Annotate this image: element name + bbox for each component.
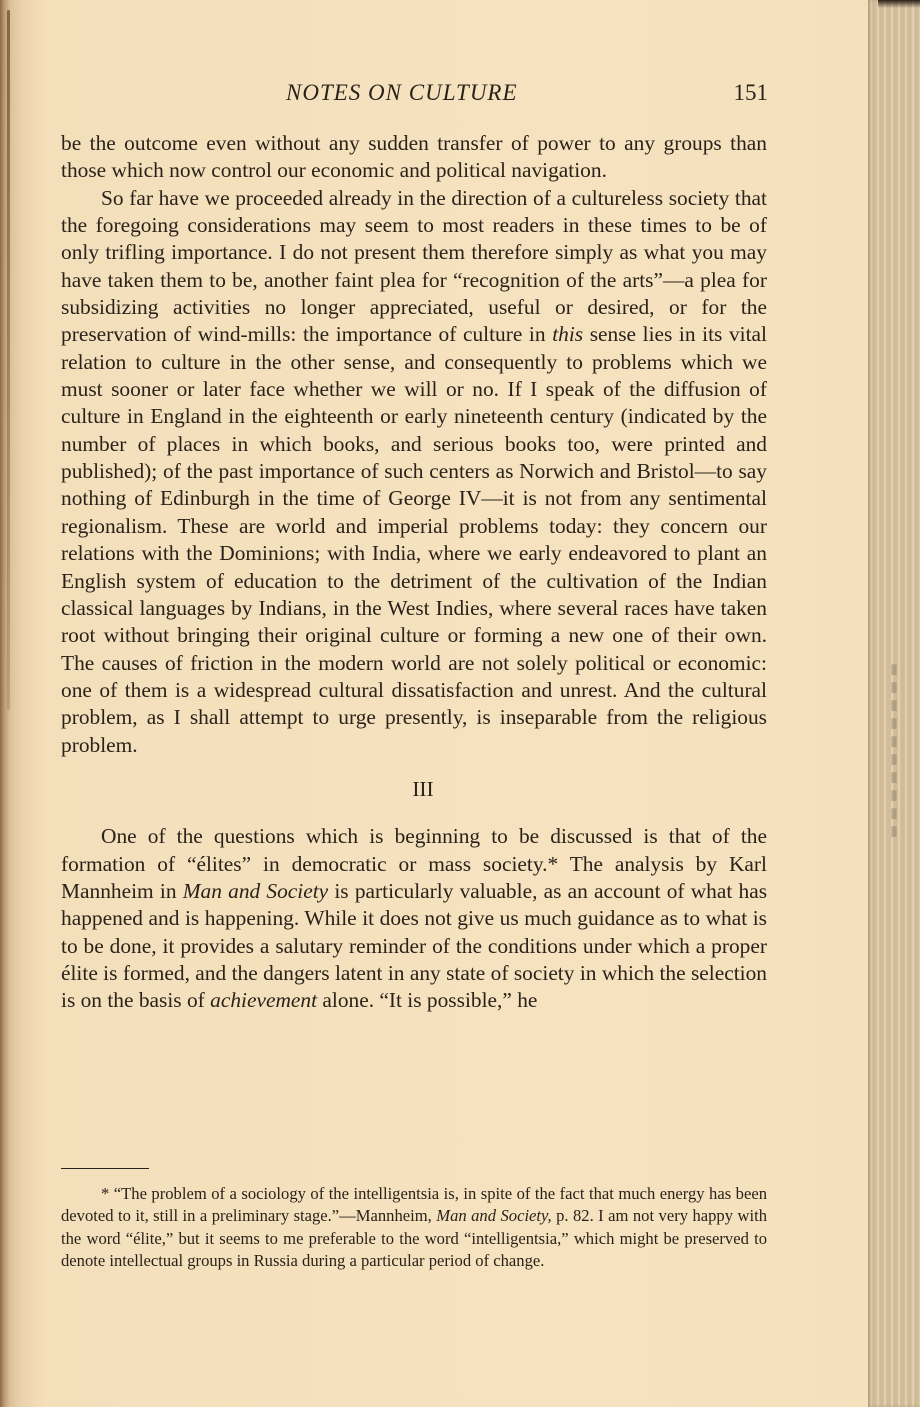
footnote-book-title: Man and Society, xyxy=(436,1206,552,1226)
footnote-text-a: * “The problem of a sociology of the intelligentsia is, in spite of the fact that much energy has been devoted to it, still in a preliminary stage.”—Mannheim, xyxy=(61,1184,767,1226)
book-title-man-and-society: Man and Society xyxy=(182,878,329,903)
footnote-rule xyxy=(61,1168,149,1169)
paragraph-3 xyxy=(61,823,767,1014)
paragraph-2-text-a: So far have we proceeded already in the direction of a cultureless society that the foregoing considerations may seem to most readers in these times to be of only trifling importance. I do not present them therefore simply as what you may have taken them to be, another faint plea for “recognition of the arts”—a plea for subsidizing activities no longer appreciated, useful or desired, or for the preservation of wind-mills: the importance of culture in xyxy=(61,185,767,347)
paragraph-2 xyxy=(61,185,767,759)
library-stamp: ▮▮▮▮▮▮▮▮▮▮ xyxy=(886,660,902,840)
running-head-title: NOTES ON CULTURE xyxy=(286,80,518,105)
emphasis-achievement: achievement xyxy=(210,988,318,1013)
paragraph-1: be the outcome even without any sudden transfer of power to any groups than those which now control our economic and political navigation. xyxy=(61,131,767,183)
footnote-1 xyxy=(61,1183,767,1272)
section-number: III xyxy=(412,776,434,801)
footnote-text-b: p. 82. I am not very happy with the word “élite,” but it seems to me preferable to the word “intelligentsia,” which might be preserved to denote intellectual groups in Russia during a particular period of change. xyxy=(61,1206,767,1270)
page-edges xyxy=(868,0,920,1407)
edge-shadow xyxy=(878,0,920,8)
body-text xyxy=(61,130,767,1015)
emphasis-this: this xyxy=(552,322,584,347)
paragraph-2-text-b: sense lies in its vital relation to culture in the other sense, and consequently to problems which we must sooner or later face whether we will or no. If I speak of the diffusion of culture in England in the eighteenth or early nineteenth century (indicated by the number of places in which books, and serious books too, were printed and published); of the past importance of such centers as Norwich and Bristol—to say nothing of Edinburgh in the time of George IV—it is not from any sentimental regionalism. These are world and imperial problems today: they concern our relations with the Dominions; with India, where we early endeavored to plant an English system of education to the detriment of the cultivation of the Indian classical languages by Indians, in the West Indies, where several races have taken root without bringing their original culture or forming a new one of their own. The causes of friction in the modern world are not solely political or economic: one of them is a widespread cultural dissatisfaction and unrest. And the cultural problem, as I shall attempt to urge presently, is inseparable from the religious problem. xyxy=(61,322,767,757)
running-head xyxy=(286,80,768,106)
footnotes xyxy=(61,1183,767,1272)
binding-gutter xyxy=(7,10,10,710)
page-number: 151 xyxy=(733,80,768,105)
paragraph-3-text-a: One of the questions which is beginning to be discussed is that of the formation of “élites” in democratic or mass society.* The analysis by Karl Mannheim in xyxy=(61,824,767,903)
paragraph-3-text-b: is particularly valuable, as an account of what has happened and is happening. While it does not give us much guidance as to what is to be done, it provides a salutary reminder of the conditions under which a proper élite is formed, and the dangers latent in any state of society in which the selection is on the basis of xyxy=(61,878,768,1013)
paragraph-3-text-c: alone. “It is possible,” he xyxy=(317,988,538,1013)
